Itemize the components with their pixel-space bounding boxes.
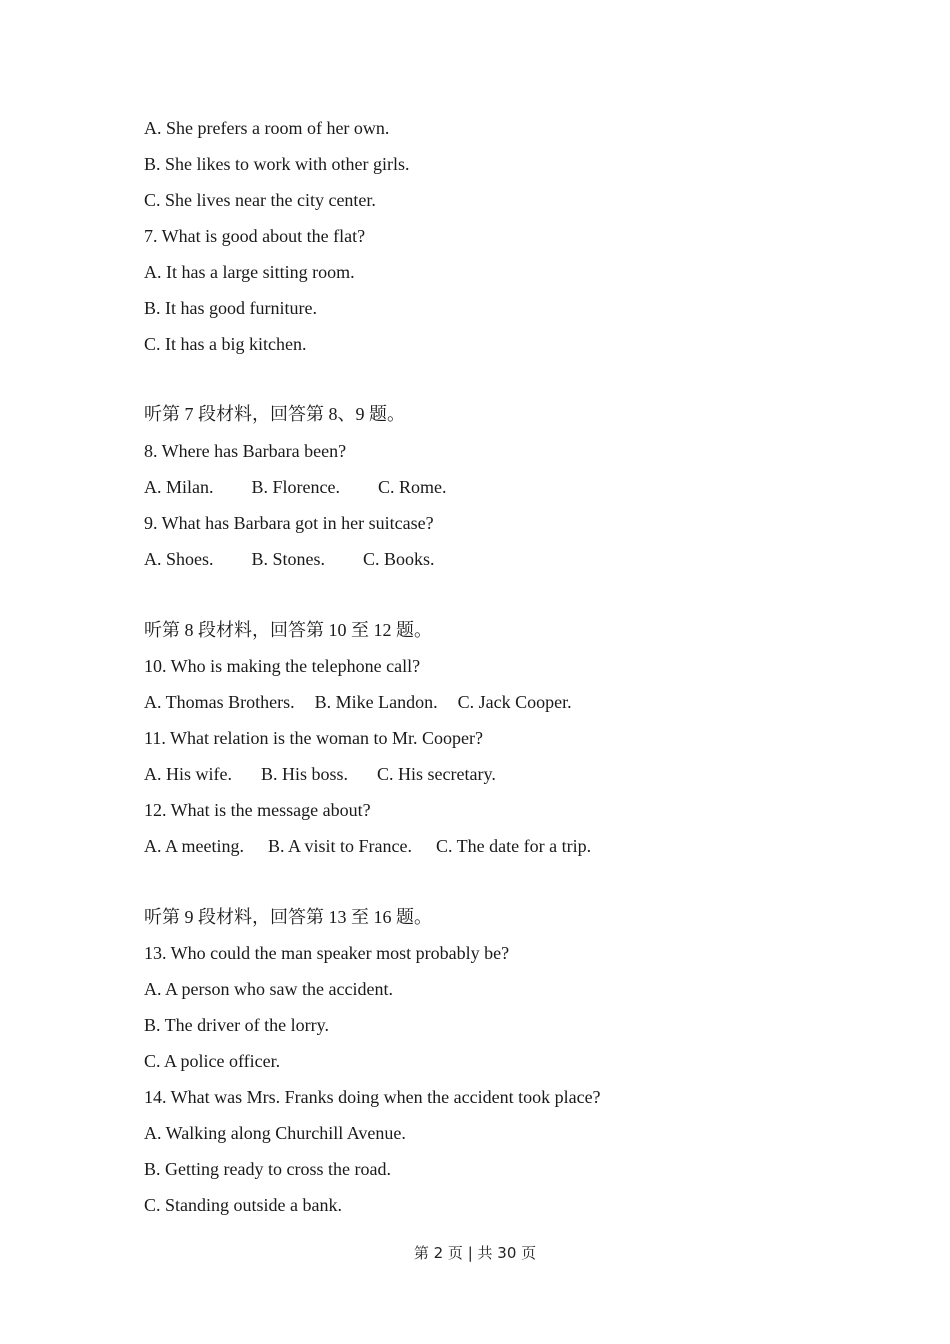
section-heading: 听第 9 段材料，回答第 13 至 16 题。: [144, 907, 432, 927]
option-line: C. She lives near the city center.: [144, 190, 376, 210]
option: C. Rome.: [377, 477, 447, 497]
option: B. His boss.: [261, 764, 349, 784]
question-9: 9. What has Barbara got in her suitcase?: [144, 513, 434, 533]
question-11: 11. What relation is the woman to Mr. Cooper?: [144, 728, 483, 748]
option: A. Shoes.: [144, 549, 214, 569]
option: A. His wife.: [144, 764, 232, 784]
option-line: B. Getting ready to cross the road.: [144, 1159, 391, 1179]
option-line: C. It has a big kitchen.: [144, 334, 307, 354]
option: B. Stones.: [251, 549, 326, 569]
page-footer: 第 2 页 | 共 30 页: [413, 1244, 537, 1262]
question-10: 10. Who is making the telephone call?: [144, 656, 421, 676]
option: C. Books.: [363, 549, 435, 569]
option-line: A. A person who saw the accident.: [144, 979, 393, 999]
option: A. A meeting.: [144, 836, 244, 856]
question-12: 12. What is the message about?: [144, 800, 371, 820]
option: B. Mike Landon.: [314, 692, 438, 712]
question-8: 8. Where has Barbara been?: [144, 441, 347, 461]
options-row: [144, 547, 435, 571]
question-13: 13. Who could the man speaker most probably be?: [144, 943, 510, 963]
option-line: A. It has a large sitting room.: [144, 262, 355, 282]
option: C. The date for a trip.: [436, 836, 592, 856]
option: B. A visit to France.: [268, 836, 412, 856]
option-line: B. The driver of the lorry.: [144, 1015, 329, 1035]
option-line: A. Walking along Churchill Avenue.: [144, 1123, 406, 1143]
option-line: B. She likes to work with other girls.: [144, 154, 410, 174]
options-row: [144, 834, 591, 858]
options-row: [144, 475, 447, 499]
section-heading: 听第 8 段材料，回答第 10 至 12 题。: [144, 620, 432, 640]
section-heading: 听第 7 段材料，回答第 8、9 题。: [144, 404, 405, 424]
option-line: C. Standing outside a bank.: [144, 1195, 342, 1215]
options-row: [144, 690, 572, 714]
options-row: [144, 762, 496, 786]
option: A. Thomas Brothers.: [144, 692, 295, 712]
option: A. Milan.: [144, 477, 214, 497]
option-line: A. She prefers a room of her own.: [144, 118, 390, 138]
option: B. Florence.: [251, 477, 340, 497]
question-7: 7. What is good about the flat?: [144, 226, 366, 246]
option: C. Jack Cooper.: [457, 692, 572, 712]
question-14: 14. What was Mrs. Franks doing when the accident took place?: [144, 1087, 601, 1107]
option-line: C. A police officer.: [144, 1051, 281, 1071]
option: C. His secretary.: [377, 764, 496, 784]
option-line: B. It has good furniture.: [144, 298, 317, 318]
